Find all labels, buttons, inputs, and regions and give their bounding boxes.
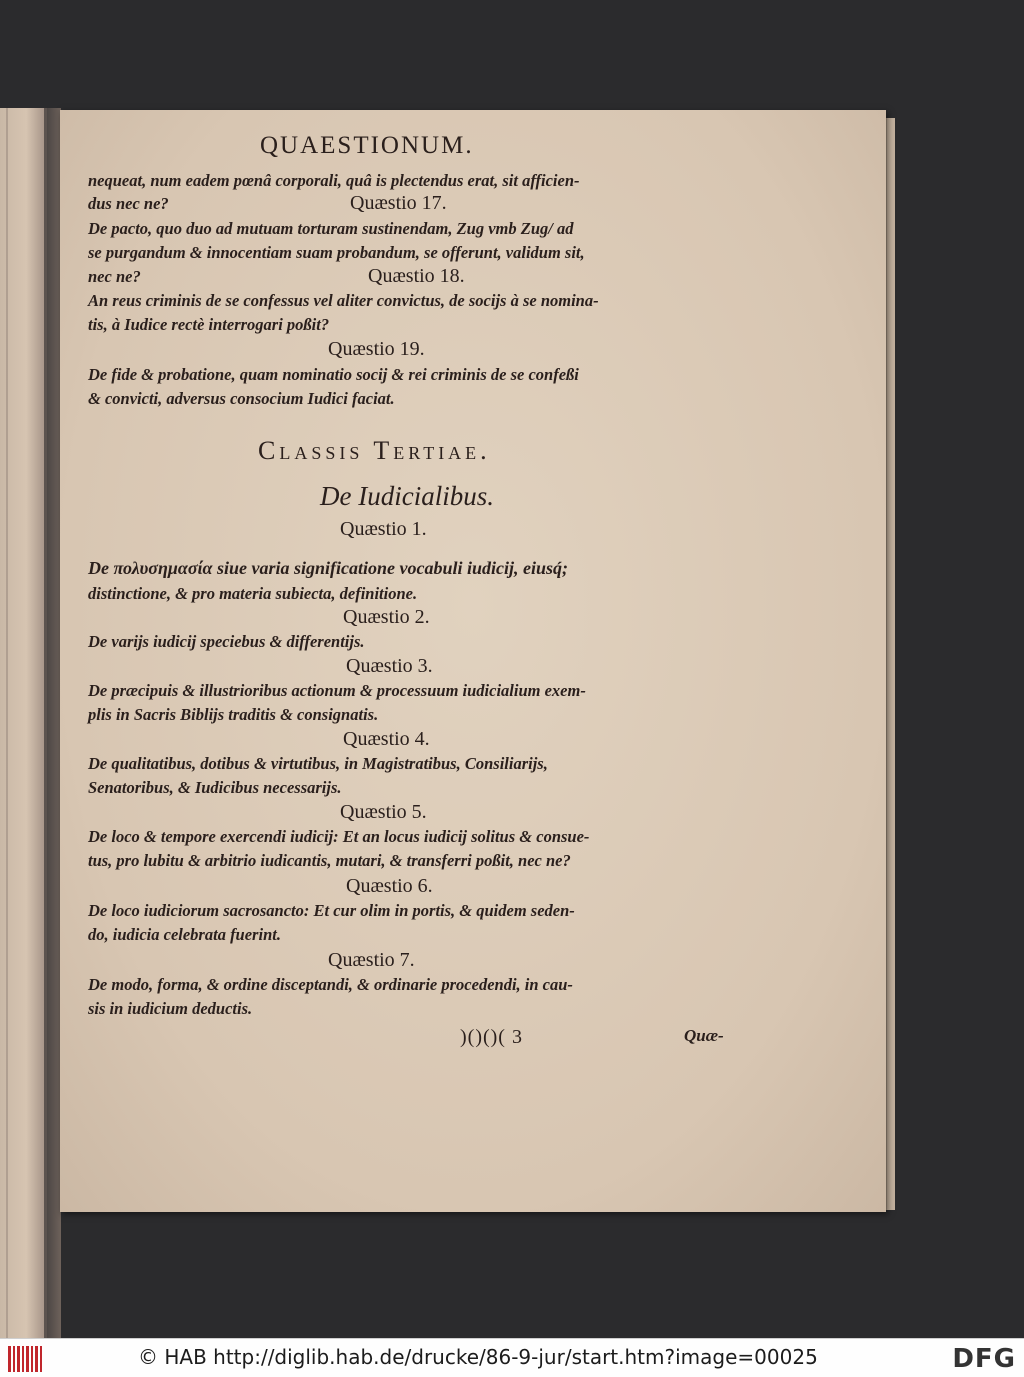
book-page xyxy=(60,110,886,1212)
previous-page-edge xyxy=(0,108,47,1338)
text-line: dus nec ne? xyxy=(88,194,169,213)
text-line: plis in Sacris Biblijs traditis & consignatis. xyxy=(88,705,379,724)
page-thickness-edge xyxy=(886,118,895,1210)
text-line: De loco iudiciorum sacrosancto: Et cur olim in portis, & quidem seden- xyxy=(88,901,575,920)
question-label-5: Quæstio 5. xyxy=(340,801,427,823)
question-label-17: Quæstio 17. xyxy=(350,192,447,214)
copyright-link[interactable]: © HAB http://diglib.hab.de/drucke/86-9-jur/start.htm?image=00025 xyxy=(138,1345,818,1369)
question-label-2: Quæstio 2. xyxy=(343,606,430,628)
text-line: An reus criminis de se confessus vel aliter convictus, de socijs à se nomina- xyxy=(88,291,599,310)
question-label-1: Quæstio 1. xyxy=(340,518,427,540)
text-line: De varijs iudicij speciebus & differentijs. xyxy=(88,632,365,651)
text-line: & convicti, adversus consocium Iudici faciat. xyxy=(88,389,395,408)
question-label-3: Quæstio 3. xyxy=(346,655,433,677)
question-label-19: Quæstio 19. xyxy=(328,338,425,360)
section-heading: Classis Tertiae. xyxy=(258,436,491,465)
question-label-4: Quæstio 4. xyxy=(343,728,430,750)
text-line: Senatoribus, & Iudicibus necessarijs. xyxy=(88,778,342,797)
text-line: De præcipuis & illustrioribus actionum & processuum iudicialium exem- xyxy=(88,681,586,700)
question-label-7: Quæstio 7. xyxy=(328,949,415,971)
text-line: distinctione, & pro materia subiecta, definitione. xyxy=(88,584,418,603)
dfg-logo: DFG xyxy=(952,1344,1016,1374)
text-line: nec ne? xyxy=(88,267,141,286)
catchword: Quæ- xyxy=(684,1026,724,1045)
text-line: sis in iudicium deductis. xyxy=(88,999,253,1018)
signature-mark: )()()( 3 xyxy=(460,1026,523,1048)
hab-barcode-icon xyxy=(8,1346,46,1372)
section-subtitle: De Iudicialibus. xyxy=(320,481,494,511)
text-line: De modo, forma, & ordine disceptandi, & ordinarie procedendi, in cau- xyxy=(88,975,573,994)
text-line: De πολυσημασία siue varia significatione vocabuli iudicij, eiusq́; xyxy=(88,558,568,578)
text-line: De loco & tempore exercendi iudicij: Et an locus iudicij solitus & consue- xyxy=(88,827,590,846)
question-label-6: Quæstio 6. xyxy=(346,875,433,897)
text-line: do, iudicia celebrata fuerint. xyxy=(88,925,281,944)
text-line: De qualitatibus, dotibus & virtutibus, in Magistratibus, Consiliarijs, xyxy=(88,754,548,773)
text-line: tus, pro lubitu & arbitrio iudicantis, mutari, & transferri poßit, nec ne? xyxy=(88,851,571,870)
book-spine xyxy=(47,108,61,1338)
viewer-footer xyxy=(0,1338,1024,1377)
text-line: tis, à Iudice rectè interrogari poßit? xyxy=(88,315,330,334)
text-line: De fide & probatione, quam nominatio socij & rei criminis de se confeßi xyxy=(88,365,579,384)
question-label-18: Quæstio 18. xyxy=(368,265,465,287)
text-line: se purgandum & innocentiam suam probandum, se offerunt, validum sit, xyxy=(88,243,585,262)
page-edge-line xyxy=(6,108,8,1338)
text-line: De pacto, quo duo ad mutuam torturam sustinendam, Zug vmb Zug/ ad xyxy=(88,219,574,238)
text-line: nequeat, num eadem pœnâ corporali, quâ is plectendus erat, sit afficien- xyxy=(88,171,580,190)
running-head: QUAESTIONUM. xyxy=(260,132,474,159)
